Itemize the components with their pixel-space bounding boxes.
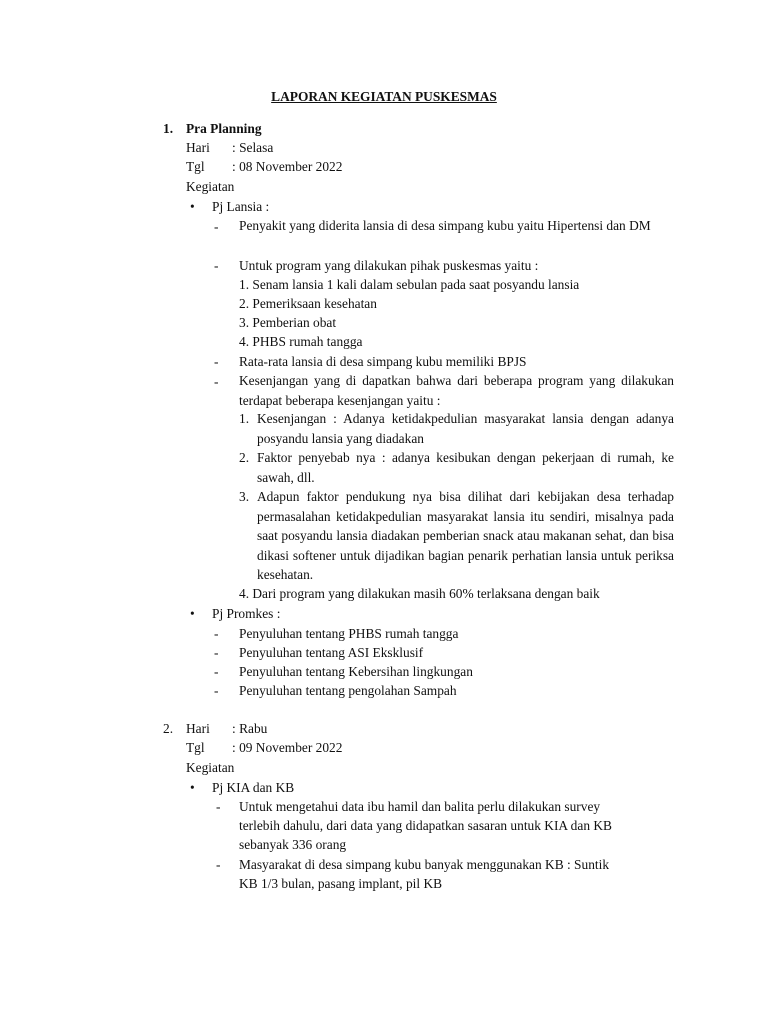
promkes-heading: Pj Promkes : xyxy=(212,606,281,621)
lansia-program-2: 2. Pemeriksaan kesehatan xyxy=(239,296,377,311)
section-1-kegiatan-label: Kegiatan xyxy=(186,179,235,194)
promkes-dash-3: - xyxy=(214,664,219,679)
gap-2-text: Faktor penyebab nya : adanya kesibukan dengan pekerjaan di rumah, ke sawah, dll. xyxy=(257,450,674,485)
lansia-item-4: Kesenjangan yang di dapatkan bahwa dari beberapa program yang dilakukan terdapat beberapa kesenjangan yaitu : xyxy=(239,373,674,408)
tgl-label: Tgl xyxy=(186,159,205,174)
lansia-dash-4: - xyxy=(214,374,219,389)
tgl-label-2: Tgl xyxy=(186,740,205,755)
section-1-tgl xyxy=(186,157,342,176)
promkes-dash-2: - xyxy=(214,645,219,660)
section-2-kegiatan-label: Kegiatan xyxy=(186,760,235,775)
promkes-item-2: Penyuluhan tentang ASI Eksklusif xyxy=(239,645,424,660)
section-1-number: 1. xyxy=(163,121,174,136)
kia-heading: Pj KIA dan KB xyxy=(212,780,295,795)
kia-item-2-line-2: KB 1/3 bulan, pasang implant, pil KB xyxy=(239,876,443,891)
section-1-heading: Pra Planning xyxy=(186,121,262,136)
hari-value: : Selasa xyxy=(232,140,274,155)
kia-item-1-line-3: sebanyak 336 orang xyxy=(239,837,347,852)
promkes-dash-4: - xyxy=(214,683,219,698)
lansia-program-3: 3. Pemberian obat xyxy=(239,315,337,330)
section-2-hari xyxy=(186,719,267,738)
kia-dash-1: - xyxy=(216,799,221,814)
hari-label: Hari xyxy=(186,140,210,155)
document-title: LAPORAN KEGIATAN PUSKESMAS xyxy=(271,89,497,104)
gap-1-text: Kesenjangan : Adanya ketidakpedulian masyarakat lansia dengan adanya posyandu lansia yang diadakan xyxy=(257,411,674,446)
lansia-dash-2: - xyxy=(214,258,219,273)
gap-2-number: 2. xyxy=(239,450,250,465)
lansia-dash-1: - xyxy=(214,219,219,234)
tgl-value: : 08 November 2022 xyxy=(232,159,343,174)
section-1-hari xyxy=(186,138,273,157)
section-2-tgl xyxy=(186,738,342,757)
kia-bullet: • xyxy=(190,780,195,795)
gap-3-text: Adapun faktor pendukung nya bisa dilihat dari kebijakan desa terhadap permasalahan ketidakpedulian masyarakat lansia itu sendiri, misalnya pada saat posyandu lansia diadakan pemberian snack atau makanan sehat, dan bisa dikasi softener untuk dijadikan bagian penarik perhatian lansia untuk periksa kesehatan. xyxy=(257,489,674,582)
lansia-program-4: 4. PHBS rumah tangga xyxy=(239,334,363,349)
promkes-item-3: Penyuluhan tentang Kebersihan lingkungan xyxy=(239,664,473,679)
kia-dash-2: - xyxy=(216,857,221,872)
gap-4-text: 4. Dari program yang dilakukan masih 60% terlaksana dengan baik xyxy=(239,586,600,601)
gap-1-number: 1. xyxy=(239,411,250,426)
kia-item-2-line-1: Masyarakat di desa simpang kubu banyak menggunakan KB : Suntik xyxy=(239,857,610,872)
kia-item-1-line-2: terlebih dahulu, dari data yang didapatkan sasaran untuk KIA dan KB xyxy=(239,818,612,833)
lansia-item-3: Rata-rata lansia di desa simpang kubu memiliki BPJS xyxy=(239,354,527,369)
promkes-dash-1: - xyxy=(214,626,219,641)
section-2-number: 2. xyxy=(163,721,174,736)
gap-3-number: 3. xyxy=(239,489,250,504)
lansia-item-2: Untuk program yang dilakukan pihak puskesmas yaitu : xyxy=(239,258,539,273)
promkes-bullet: • xyxy=(190,606,195,621)
lansia-bullet: • xyxy=(190,199,195,214)
tgl-value-2: : 09 November 2022 xyxy=(232,740,343,755)
hari-value-2: : Rabu xyxy=(232,721,268,736)
promkes-item-1: Penyuluhan tentang PHBS rumah tangga xyxy=(239,626,459,641)
promkes-item-4: Penyuluhan tentang pengolahan Sampah xyxy=(239,683,457,698)
lansia-item-1: Penyakit yang diderita lansia di desa simpang kubu yaitu Hipertensi dan DM xyxy=(239,218,651,233)
kia-item-1-line-1: Untuk mengetahui data ibu hamil dan balita perlu dilakukan survey xyxy=(239,799,601,814)
lansia-heading: Pj Lansia : xyxy=(212,199,270,214)
lansia-program-1: 1. Senam lansia 1 kali dalam sebulan pada saat posyandu lansia xyxy=(239,277,580,292)
lansia-dash-3: - xyxy=(214,354,219,369)
hari-label-2: Hari xyxy=(186,721,210,736)
